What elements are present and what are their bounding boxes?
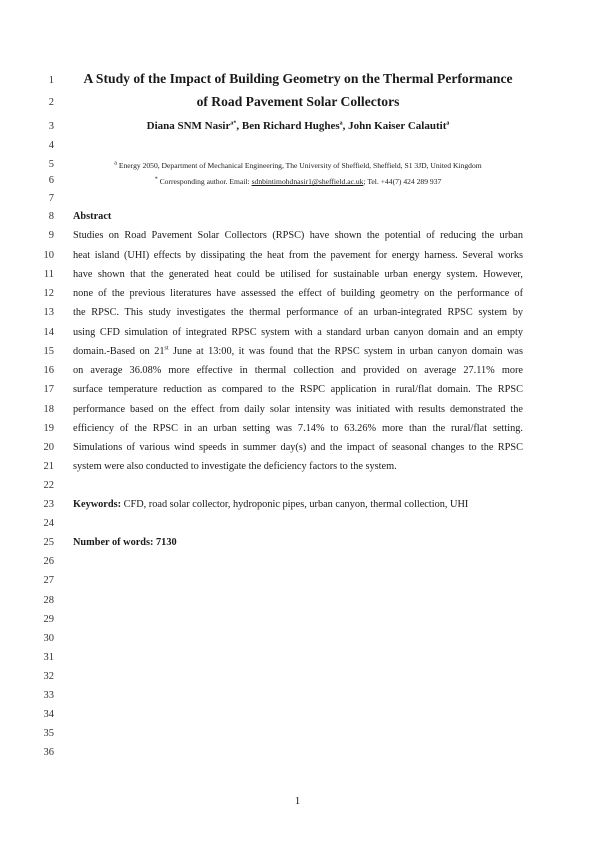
line-number: 27 (43, 575, 54, 586)
line-number: 21 (43, 461, 54, 472)
page-number: 1 (294, 795, 301, 807)
author-affiliation-mark: a* (230, 120, 237, 127)
line-number: 29 (43, 614, 54, 625)
abstract-line: performance based on the effect from daily solar intensity was initiated with results demonstrated the (73, 404, 523, 415)
author-name: Ben Richard Hughes (241, 120, 340, 132)
abstract-line: system were also conducted to investigate the deficiency factors to the system. (73, 461, 397, 472)
abstract-line: surface temperature reduction as compared to the RSPC application in rural/flat domain. The RPSC (73, 384, 523, 395)
line-number: 12 (43, 288, 54, 299)
line-number: 35 (43, 728, 54, 739)
line-number: 20 (43, 442, 54, 453)
abstract-line (73, 345, 523, 359)
line-number: 28 (43, 595, 54, 606)
line-number: 11 (43, 269, 54, 280)
abstract-line: heat island (UHI) effects by dissipating the heat from the pavement for energy harness. Several works (73, 250, 523, 261)
word-count: Number of words: 7130 (73, 537, 177, 548)
line-number: 6 (48, 175, 54, 186)
line-number: 8 (48, 211, 54, 222)
author-affiliation-mark: a (446, 120, 450, 127)
paper-title-line-2: of Road Pavement Solar Collectors (196, 94, 400, 109)
line-number: 32 (43, 671, 54, 682)
line-number: 17 (43, 384, 54, 395)
line-number: 10 (43, 250, 54, 261)
line-number: 25 (43, 537, 54, 548)
line-number: 23 (43, 499, 54, 510)
line-number: 16 (43, 365, 54, 376)
ordinal-suffix: st (164, 345, 169, 352)
keywords-label: Keywords: (73, 499, 122, 510)
line-number: 24 (43, 518, 54, 529)
author-list (73, 119, 523, 133)
abstract-line: using CFD simulation of integrated RPSC system with a standard urban canyon domain and an empty (73, 327, 523, 338)
affiliation-mark: a (114, 160, 117, 167)
author-separator: , (236, 120, 242, 132)
abstract-line: on average 36.08% more effective in thermal collection and provided on average 27.11% more (73, 365, 523, 376)
line-number: 26 (43, 556, 54, 567)
line-number: 30 (43, 633, 54, 644)
line-number: 9 (48, 230, 54, 241)
author-affiliation-mark: a (339, 120, 343, 127)
correspondence-mark: * (154, 176, 158, 183)
abstract-line: Studies on Road Pavement Solar Collectors (RPSC) have shown the potential of reducing the urban (73, 230, 523, 241)
line-number: 31 (43, 652, 54, 663)
abstract-line: Simulations of various wind speeds in summer day(s) and the impact of seasonal changes to the RPSC (73, 442, 523, 453)
line-number: 34 (43, 709, 54, 720)
line-number: 19 (43, 423, 54, 434)
line-number: 7 (48, 193, 54, 204)
line-number: 14 (43, 327, 54, 338)
abstract-text: domain.-Based on 21 (73, 346, 165, 357)
abstract-line: efficiency of the RPSC in an urban setting was 7.14% to 63.26% more than the rural/flat setting. (73, 423, 523, 434)
abstract-text: June at 13:00, it was found that the RPSC system in urban canyon domain was (168, 346, 523, 357)
keywords (73, 498, 523, 512)
author-name: John Kaiser Calautit (348, 120, 447, 132)
correspondence-suffix: ; Tel. +44(7) 424 289 937 (363, 177, 442, 186)
affiliation-text: Energy 2050, Department of Mechanical Engineering, The University of Sheffield, Sheffield, S1 3JD, United Kingdom (118, 161, 482, 170)
line-number: 2 (48, 97, 54, 108)
paper-title-line-1: A Study of the Impact of Building Geometry on the Thermal Performance (83, 71, 513, 86)
abstract-line: the RPSC. This study investigates the thermal performance of an urban-integrated RPSC system by (73, 307, 523, 318)
abstract-line: none of the previous literatures have assessed the effect of building geometry on the performance of (73, 288, 523, 299)
line-number: 33 (43, 690, 54, 701)
author-separator: , (342, 120, 349, 132)
line-number: 22 (43, 480, 54, 491)
line-number: 13 (43, 307, 54, 318)
correspondence-prefix: Corresponding author. Email: (159, 177, 252, 186)
line-number: 4 (48, 140, 54, 151)
line-number: 36 (43, 747, 54, 758)
line-number: 5 (48, 159, 54, 170)
affiliation (73, 159, 523, 173)
line-number: 15 (43, 346, 54, 357)
author-name: Diana SNM Nasir (146, 120, 231, 132)
line-number: 1 (48, 75, 54, 86)
keywords-text: CFD, road solar collector, hydroponic pipes, urban canyon, thermal collection, UHI (121, 499, 469, 510)
abstract-heading: Abstract (73, 211, 112, 222)
line-number: 3 (48, 121, 54, 132)
abstract-line: have shown that the generated heat could be utilised for sustainable urban energy system. However, (73, 269, 523, 280)
line-number: 18 (43, 404, 54, 415)
email-link[interactable]: sdnbintimohdnasir1@sheffield.ac.uk (251, 177, 364, 186)
correspondence (73, 175, 523, 189)
